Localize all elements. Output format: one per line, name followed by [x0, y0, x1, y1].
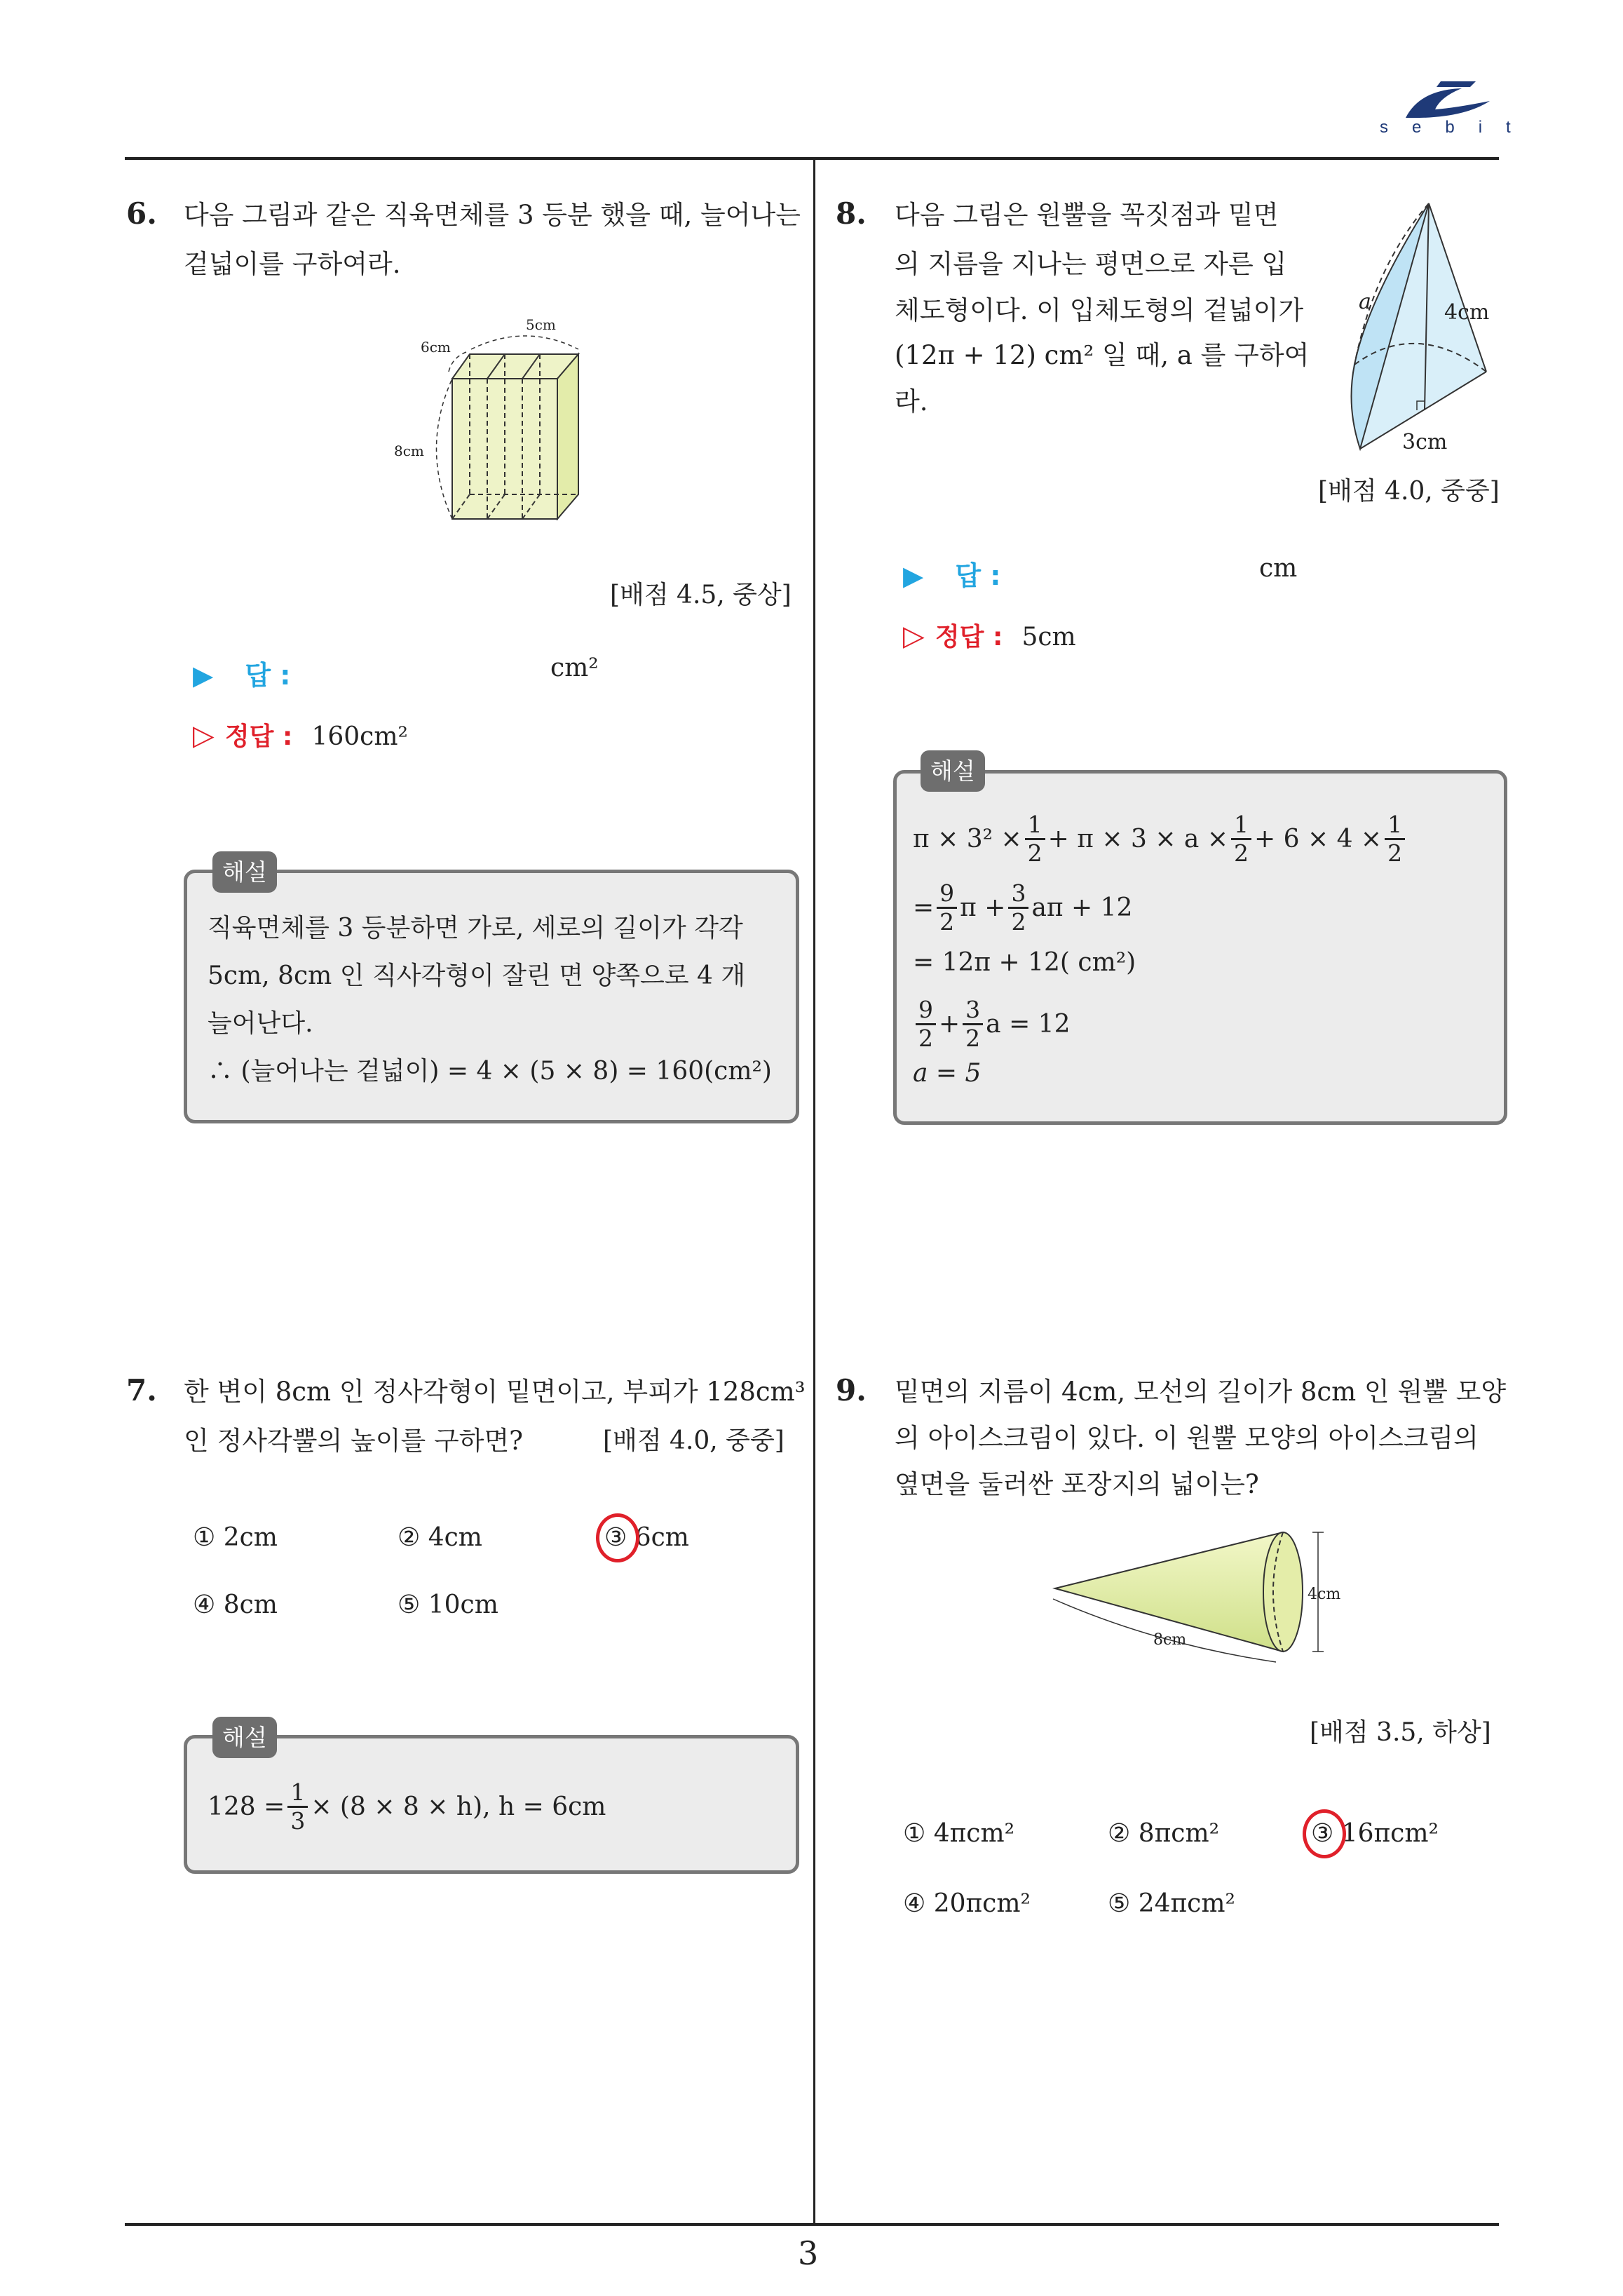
q6-correct-value: 160cm² [311, 722, 408, 751]
brand-wordmark: sebit [1380, 118, 1535, 137]
answer-arrow-icon: ▶ [193, 660, 214, 691]
q7-text-line1: 한 변이 8cm 인 정사각형이 밑면이고, 부피가 128cm³ [184, 1377, 806, 1407]
q7-number: 7. [126, 1373, 157, 1407]
q8-answer-label: 답 : [955, 560, 1001, 591]
q8-fig-radius-label: 3cm [1402, 430, 1448, 454]
q8-correct-value: 5cm [1021, 623, 1076, 651]
q6-answer-input[interactable] [308, 651, 540, 684]
q9-cone-figure [1045, 1522, 1367, 1676]
q6-score: [배점 4.5, 중상] [610, 581, 792, 609]
q8-l4-n2: 3 [963, 997, 983, 1025]
q6-text-line1: 다음 그림과 같은 직육면체를 3 등분 했을 때, 늘어나는 [184, 200, 801, 230]
q8-l1-d2: 2 [1234, 839, 1249, 867]
q8-l1-frac3 [1385, 811, 1405, 867]
q7-correct-mark [596, 1513, 639, 1562]
q9-score: [배점 3.5, 하상] [1310, 1718, 1491, 1747]
answer-arrow-icon: ▶ [903, 560, 924, 591]
q9-fig-slant-label: 8cm [1153, 1631, 1187, 1649]
q9-fig-diameter-label: 4cm [1308, 1586, 1341, 1603]
q8-correct-label: 정답 : [935, 623, 1003, 651]
q9-correct-mark [1303, 1809, 1346, 1858]
q8-l1-d1: 2 [1027, 839, 1043, 867]
q7-expl-equation [208, 1774, 606, 1839]
q8-text-line2: 의 지름을 지나는 평면으로 자른 입 [895, 249, 1287, 279]
q8-number: 8. [836, 196, 867, 231]
q8-fig-height-label: 4cm [1444, 300, 1490, 325]
q8-answer-row [903, 554, 1000, 593]
q8-l4-b: + [939, 1009, 960, 1039]
q8-l1-a: π × 3² × [913, 824, 1022, 853]
q8-answer-unit: cm [1259, 554, 1298, 583]
q8-fig-slant-label: a [1359, 290, 1371, 314]
q6-fig-height-label: 8cm [394, 443, 424, 459]
q7-expl-lhs: 128 = [208, 1792, 285, 1821]
q8-l2-c: aπ + 12 [1031, 893, 1133, 922]
column-divider [813, 158, 815, 2224]
q6-explanation-tag: 해설 [212, 851, 277, 893]
q6-text-line2: 겉넓이를 구하여라. [184, 249, 401, 279]
q8-l2-b: π + [960, 893, 1006, 922]
q9-choice-3[interactable]: ③ 16πcm² [1311, 1819, 1439, 1848]
q7-frac-num: 1 [287, 1779, 308, 1808]
q8-half-cone-figure [1346, 196, 1507, 463]
q8-l1-frac1 [1025, 811, 1045, 867]
q6-expl-line2: 5cm, 8cm 인 직사각형이 잘린 면 양쪽으로 4 개 [208, 961, 746, 990]
q8-text-line1: 다음 그림은 원뿔을 꼭짓점과 밑면 [895, 200, 1279, 230]
q6-answer-unit: cm² [550, 654, 599, 682]
correct-arrow-icon: ▷ [193, 720, 215, 752]
q8-expl-line1 [913, 806, 1408, 871]
q7-text-line2: 인 정사각뿔의 높이를 구하면? [184, 1426, 524, 1456]
q8-l1-c: + 6 × 4 × [1254, 824, 1383, 853]
q9-choice-2[interactable]: ② 8πcm² [1108, 1819, 1220, 1848]
q7-choice-5[interactable]: ⑤ 10cm [398, 1591, 498, 1619]
header-rule [125, 157, 1499, 160]
q8-l4-frac1 [916, 997, 936, 1052]
q8-l2-d1: 2 [939, 907, 955, 936]
q8-score: [배점 4.0, 중중] [1318, 477, 1500, 506]
q6-correct-label: 정답 : [224, 722, 293, 751]
page-number: 3 [798, 2234, 819, 2272]
q6-cuboid-figure [393, 309, 603, 533]
q8-text-line4: (12π + 12) cm² 일 때, a 를 구하여 [895, 340, 1310, 370]
q8-l4-d1: 2 [918, 1024, 933, 1052]
q8-l1-d3: 2 [1387, 839, 1403, 867]
footer-rule [125, 2223, 1499, 2226]
q9-text-line1: 밑면의 지름이 4cm, 모선의 길이가 8cm 인 원뿔 모양 [895, 1377, 1507, 1407]
q8-l2-a: = [913, 893, 935, 922]
q8-expl-line2 [913, 875, 1132, 940]
q7-score: [배점 4.0, 중중] [603, 1426, 785, 1455]
q9-number: 9. [836, 1373, 867, 1407]
q9-choice-5[interactable]: ⑤ 24πcm² [1108, 1889, 1235, 1918]
q8-answer-input[interactable] [1024, 551, 1255, 585]
q7-choice-4[interactable]: ④ 8cm [193, 1591, 278, 1619]
q7-choice-2[interactable]: ② 4cm [398, 1523, 482, 1552]
q7-frac-den: 3 [290, 1807, 306, 1835]
q6-answer-label: 답 : [245, 660, 291, 691]
q8-l1-b: + π × 3 × a × [1047, 824, 1228, 853]
q7-expl-rhs: × (8 × 8 × h), h = 6cm [311, 1792, 606, 1821]
q8-text-line3: 체도형이다. 이 입체도형의 겉넓이가 [895, 295, 1304, 325]
q8-l4-n1: 9 [916, 997, 936, 1025]
q8-correct-row [903, 617, 1076, 653]
q8-text-line5: 라. [895, 386, 928, 417]
q8-expl-line5: a = 5 [913, 1059, 982, 1088]
q7-expl-frac [287, 1779, 308, 1835]
q6-correct-row [193, 717, 408, 752]
q8-l1-n3: 1 [1385, 811, 1405, 840]
q6-expl-line3: 늘어난다. [208, 1009, 313, 1038]
q8-l2-n2: 3 [1008, 880, 1028, 909]
q8-explanation-tag: 해설 [921, 750, 985, 792]
q8-expl-line4 [913, 992, 1071, 1056]
q9-text-line3: 옆면을 둘러싼 포장지의 넓이는? [895, 1469, 1259, 1499]
q6-fig-depth-label: 6cm [421, 339, 451, 356]
q8-l2-n1: 9 [937, 880, 957, 909]
q8-l4-d2: 2 [965, 1024, 981, 1052]
q8-l2-d2: 2 [1011, 907, 1026, 936]
q7-explanation-tag: 해설 [212, 1717, 277, 1758]
q7-choice-3[interactable]: ③ 6cm [604, 1523, 689, 1552]
q8-l4-frac2 [963, 997, 983, 1052]
q6-expl-line4: ∴ (늘어나는 겉넓이) = 4 × (5 × 8) = 160(cm²) [208, 1057, 772, 1086]
q6-fig-width-label: 5cm [526, 316, 556, 333]
q8-l2-frac2 [1008, 880, 1028, 936]
q9-choice-1[interactable]: ① 4πcm² [903, 1819, 1015, 1848]
q6-number: 6. [126, 196, 157, 231]
q8-expl-line3: = 12π + 12( cm²) [913, 948, 1136, 977]
q8-l2-frac1 [937, 880, 957, 936]
q9-text-line2: 의 아이스크림이 있다. 이 원뿔 모양의 아이스크림의 [895, 1423, 1479, 1453]
q8-l1-frac2 [1231, 811, 1251, 867]
q8-l1-n2: 1 [1231, 811, 1251, 840]
q8-l4-c: a = 12 [986, 1009, 1071, 1039]
q6-expl-line1: 직육면체를 3 등분하면 가로, 세로의 길이가 각각 [208, 914, 743, 943]
q8-l1-n1: 1 [1025, 811, 1045, 840]
correct-arrow-icon: ▷ [903, 620, 925, 652]
q6-answer-row [193, 654, 290, 692]
q7-choice-1[interactable]: ① 2cm [193, 1523, 278, 1552]
q9-choice-4[interactable]: ④ 20πcm² [903, 1889, 1031, 1918]
